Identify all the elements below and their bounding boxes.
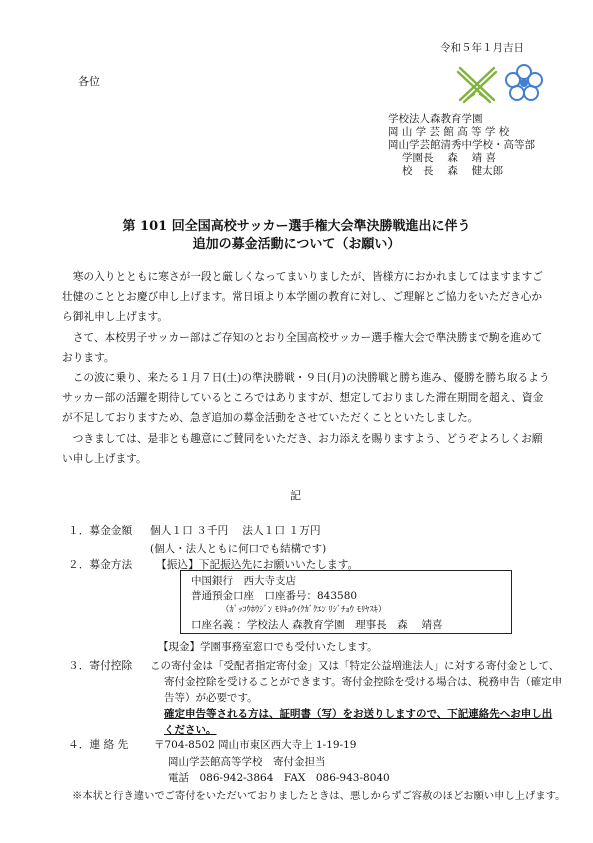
signatory: 校 長 森 健太郎 (402, 165, 504, 177)
amount-note: (個人・法人ともに何口でも結構です) (150, 543, 327, 555)
tax-line: この寄付金は「受配者指定寄付金」又は「特定公益増進法人」に対する寄付金として、 (150, 660, 560, 672)
body-paragraph: さて、本校男子サッカー部はご存知のとおり全国高校サッカー選手権大会で準決勝まで駒を進めております。 (62, 330, 543, 364)
account-number: 普通預金口座 口座番号：843580 (191, 590, 358, 602)
sender-line: 岡山学芸館清秀中学校・高等部 (388, 139, 535, 151)
crossed-arrows-logo-icon (458, 68, 496, 102)
contact-address: 〒704-8502 岡山市東区西大寺上 1-19-19 (154, 739, 357, 751)
tax-line: 告等）が必要です。 (164, 692, 258, 704)
section-label: ４．連 絡 先 (68, 738, 129, 751)
body-paragraph: つきましては、是非とも趣意にご賛同をいただき、お力添えを賜りますよう、どうぞよろしくお願い申し上げます。 (62, 431, 543, 465)
tax-emphasis-line: 確定申告等される方は、証明書（写）をお送りしますので、下記連絡先へお申し出 (164, 708, 553, 720)
footer-note: ※本状と行き違いでご寄付をいただいておりましたときは、悪しからずご容赦のほどお願い申し上げます。 (72, 790, 566, 802)
bank-name: 中国銀行 西大寺支店 (191, 575, 296, 587)
section-label: １．募金金額 (68, 524, 133, 537)
sender-block (388, 113, 535, 178)
document-date: 令和５年１月吉日 (440, 42, 524, 54)
ki-heading: 記 (290, 489, 301, 502)
section-label: ３．寄付控除 (68, 659, 133, 672)
amount-value: 個人１口 ３千円 法人１口 １万円 (150, 524, 321, 537)
bank-account-box (180, 570, 512, 634)
body-paragraph: この波に乗り、来たる１月７日(土)の準決勝戦・９日(月)の決勝戦と勝ち進み、優勝を勝ち取るようサッカー部の活躍を期待しているところではありますが、想定しておりました滞在期間を超え、資金が不足しておりますため、急ぎ追加の募金活動をさせていただくことといたしました。 (62, 371, 550, 425)
letter-body (62, 267, 552, 469)
flower-logo-icon (506, 65, 542, 100)
contact-details (154, 737, 390, 787)
document-subtitle: 追加の募金活動について（お願い） (192, 237, 401, 252)
section-label: ２．募金方法 (68, 558, 133, 571)
body-paragraph: 寒の入りとともに寒さが一段と厳しくなってまいりましたが、皆様方におかれましてはますますご壮健のこととお慶び申し上げます。常日頃より本学園の教育に対し、ご理解とご協力をいただき心から御礼申し上げます。 (62, 270, 543, 324)
tax-emphasis-line: ください。 (164, 724, 217, 736)
contact-phone: 電話 086-942-3864 FAX 086-943-8040 (168, 772, 390, 784)
signatory: 学園長 森 靖 喜 (402, 152, 497, 164)
transfer-instruction: 【振込】下記振込先にお願いいたします。 (156, 558, 359, 571)
school-logos (456, 62, 546, 106)
contact-org: 岡山学芸館高等学校 寄付金担当 (168, 755, 326, 768)
sender-line: 岡 山 学 芸 館 高 等 学 校 (388, 126, 510, 138)
document-title: 第 101 回全国高校サッカー選手権大会準決勝戦進出に伴う (122, 219, 471, 234)
addressee: 各位 (78, 75, 100, 88)
sender-line: 学校法人森教育学園 (388, 113, 483, 125)
tax-text (150, 658, 563, 738)
account-kana: （ｶﾞｯｺｳﾎｳｼﾞﾝ ﾓﾘｷｮｳｲｸｶﾞｸｴﾝ ﾘｼﾞﾁｮｳ ﾓﾘﾔｽｷ） (221, 605, 387, 615)
account-holder: 口座名義 ：学校法人 森教育学園 理事長 森 靖喜 (191, 619, 443, 631)
cash-instruction: 【現金】学園事務室窓口でも受付いたします。 (158, 641, 378, 653)
tax-line: 寄付金控除を受けることができます。寄付金控除を受ける場合は、税務申告（確定申 (164, 676, 563, 688)
